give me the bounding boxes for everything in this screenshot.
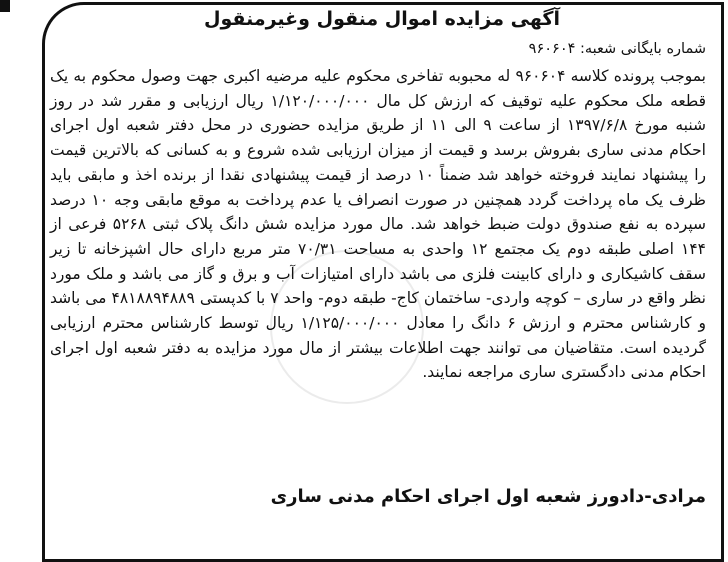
notice-signature: مرادی-دادورز شعبه اول اجرای احکام مدنی ساری <box>270 486 706 507</box>
notice-body: بموجب پرونده کلاسه ۹۶۰۶۰۴ له محبوبه تفاخری محکوم علیه مرضیه اکبری جهت وصول محکوم به یک قطعه ملک محکوم علیه توقیف که ارزش کل مال ۱/۱۲۰/۰۰۰/۰۰۰ ریال ارزیابی و مقرر شد در روز شنبه مورخ ۱۳۹۷/۶/۸ از ساعت ۹ الی ۱۱ از طریق مزایده حضوری در محل دفتر شعبه اول اجرای احکام مدنی ساری بفروش برسد و قیمت از میزان ارزیابی شده شروع و به کسانی که بالاترین قیمت را پیشنهاد نمایند فروخته خواهد شد ضمناً ۱۰ درصد از قیمت پیشنهادی نقدا از برنده اخذ و مابقی باید ظرف یک ماه پرداخت گردد همچنین در صورت انصراف یا عدم پرداخت به موقع مابقی وجه ۱۰ درصد سپرده به نفع صندوق دولت ضبط خواهد شد. مال مورد مزایده شش دانگ پلاک ثبتی ۵۲۶۸ فرعی از ۱۴۴ اصلی طبقه دوم یک مجتمع ۱۲ واحدی به مساحت ۷۰/۳۱ متر مربع دارای حال اشپزخانه تا زیر سقف کاشیکاری و دارای کابینت فلزی می باشد دارای امتیازات آب و برق و گاز می باشد و ملک مورد نظر واقع در ساری – کوچه واردی- ساختمان کاج- طبقه دوم- واحد ۷ با کدپستی ۴۸۱۸۸۹۴۸۸۹ می باشد و کارشناس محترم و ارزش ۶ دانگ را معادل ۱/۱۲۵/۰۰۰/۰۰۰ ریال توسط کارشناس محترم ارزیابی گردیده است. متقاضیان می توانند جهت اطلاعات بیشتر از مال مورد مزایده به دفتر شعبه اول اجرای احکام مدنی دادگستری ساری مراجعه نمایند. <box>50 67 707 382</box>
corner-mark <box>0 0 10 12</box>
notice-title: آگهی مزایده اموال منقول وغیرمنقول <box>204 8 560 30</box>
archive-number: شماره بایگانی شعبه: ۹۶۰۶۰۴ <box>528 41 706 57</box>
